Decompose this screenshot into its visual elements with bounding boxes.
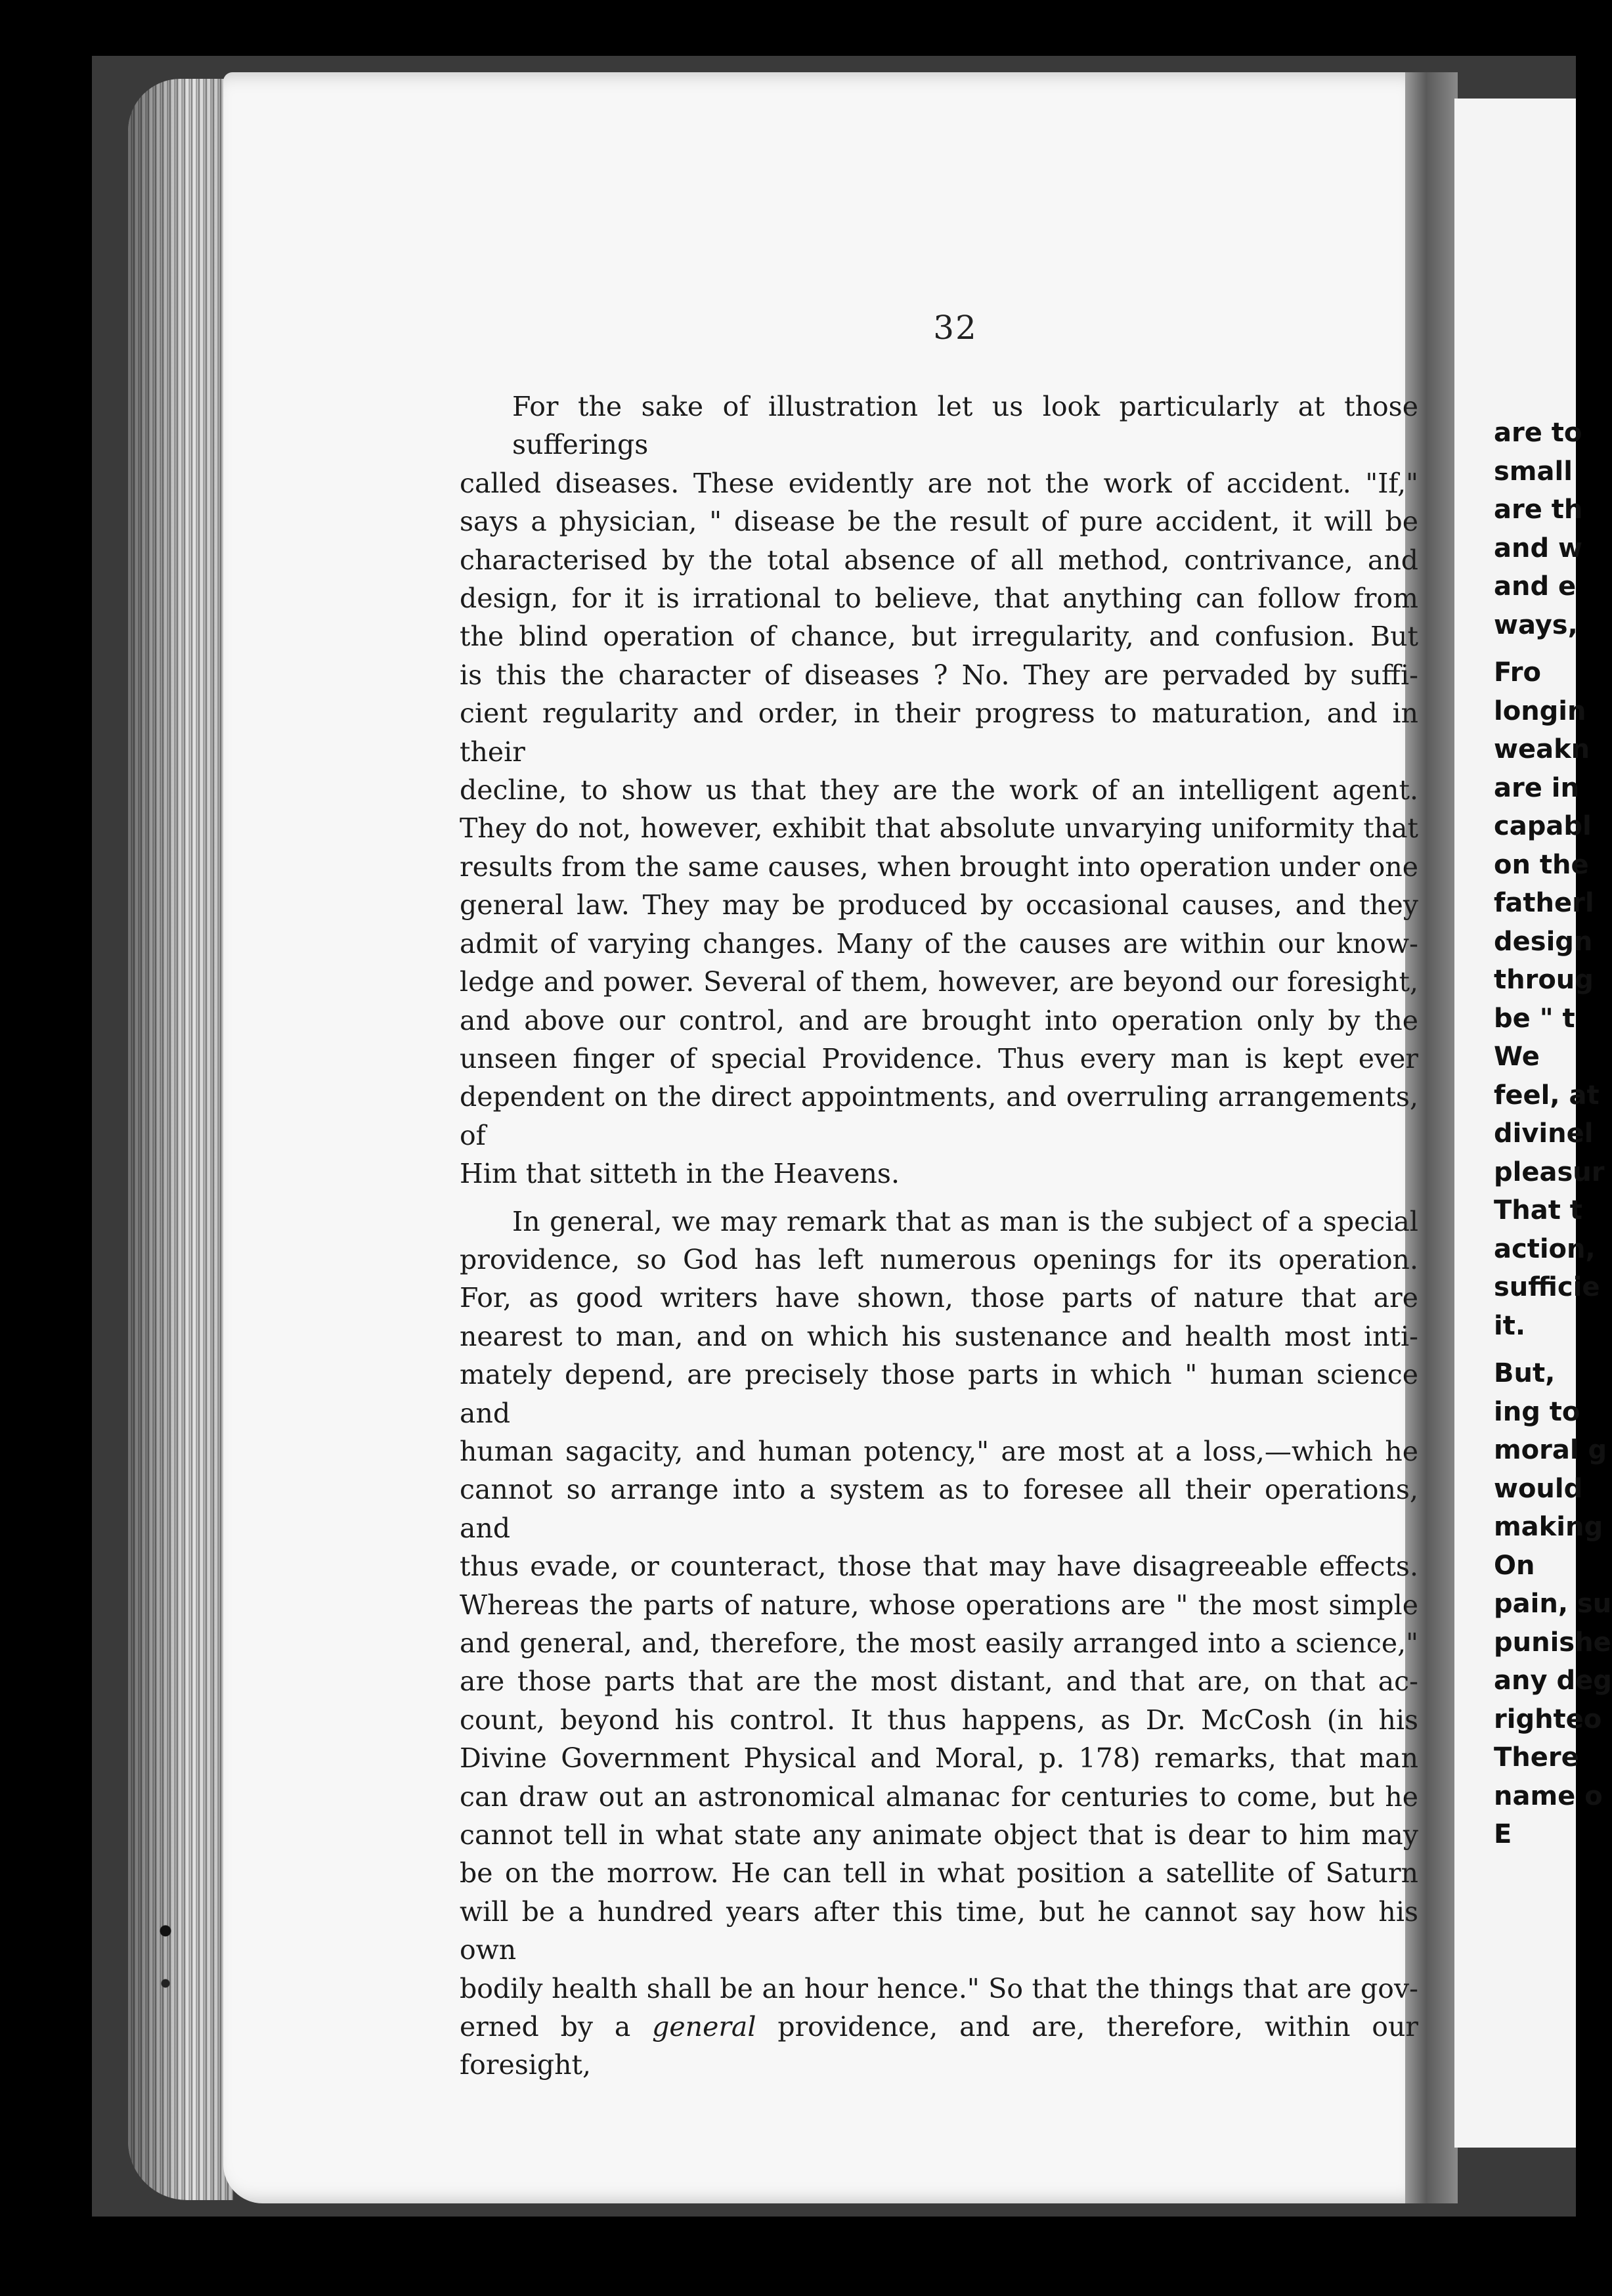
paragraph-gap bbox=[1494, 1345, 1576, 1354]
text-line: will be a hundred years after this time, but he cannot say how his own bbox=[460, 1895, 1418, 1966]
facing-text-line: throug bbox=[1494, 965, 1594, 995]
facing-text-line: are in bbox=[1494, 772, 1579, 803]
facing-text-line: punishe bbox=[1494, 1627, 1611, 1658]
facing-text-line: making bbox=[1494, 1512, 1603, 1542]
paragraph-2 bbox=[460, 1203, 1418, 2085]
page-number: 32 bbox=[933, 309, 978, 347]
text-line: thus evade, or counteract, those that may have disagreeable effects. bbox=[460, 1551, 1418, 1583]
facing-text-line: small bbox=[1494, 456, 1573, 487]
paragraph-1 bbox=[460, 387, 1418, 1193]
book-edge-shadow bbox=[128, 79, 233, 2200]
facing-text-line: it. bbox=[1494, 1310, 1526, 1341]
text-line: called diseases. These evidently are not the work of accident. "If," bbox=[460, 467, 1418, 499]
text-line: admit of varying changes. Many of the causes are within our know- bbox=[460, 927, 1418, 960]
page-body-text bbox=[460, 387, 1418, 2085]
text-line: Whereas the parts of nature, whose operations are " the most simple bbox=[460, 1589, 1418, 1621]
text-line: bodily health shall be an hour hence." So that the things that are gov- bbox=[460, 1972, 1418, 2004]
text-line: count, beyond his control. It thus happens, as Dr. McCosh (in his bbox=[460, 1704, 1418, 1736]
text-line: cannot tell in what state any animate object that is dear to him may bbox=[460, 1819, 1418, 1851]
text-run: erned by a bbox=[460, 2011, 653, 2043]
facing-text-line: action, bbox=[1494, 1233, 1596, 1264]
text-line: says a physician, " disease be the result of pure accident, it will be bbox=[460, 506, 1418, 538]
facing-text-line: moral g bbox=[1494, 1435, 1607, 1465]
text-line: They do not, however, exhibit that absolute unvarying uniformity that bbox=[460, 812, 1418, 845]
emphasis-text: general bbox=[652, 2011, 756, 2043]
text-line: mately depend, are precisely those parts in which " human science and bbox=[460, 1359, 1418, 1429]
facing-text-line: feel, at bbox=[1494, 1080, 1600, 1111]
text-run: providence, and are, therefore, within our foresight, bbox=[460, 2011, 1419, 2081]
text-line: characterised by the total absence of all method, contrivance, and bbox=[460, 544, 1418, 576]
facing-text-line: pain, su bbox=[1494, 1589, 1612, 1619]
facing-text-line: are th bbox=[1494, 495, 1583, 525]
text-line: can draw out an astronomical almanac for centuries to come, but he bbox=[460, 1780, 1418, 1813]
facing-text-line: and w bbox=[1494, 533, 1582, 563]
text-line: For the sake of illustration let us look particularly at those sufferings bbox=[512, 391, 1418, 461]
facing-text-line: On bbox=[1494, 1550, 1535, 1581]
facing-text-line: be " t bbox=[1494, 1003, 1575, 1034]
text-line: are those parts that are the most distant, and that are, on that ac- bbox=[460, 1666, 1418, 1698]
facing-text-line: That t bbox=[1494, 1195, 1582, 1225]
text-line: cannot so arrange into a system as to foresee all their operations, and bbox=[460, 1474, 1418, 1544]
text-line: cient regularity and order, in their progress to maturation, and in their bbox=[460, 697, 1418, 768]
text-line: and above our control, and are brought into operation only by the bbox=[460, 1004, 1418, 1036]
facing-text-line: pleasur bbox=[1494, 1157, 1605, 1187]
text-line: providence, so God has left numerous openings for its operation. bbox=[460, 1243, 1418, 1275]
paragraph-gap bbox=[1494, 644, 1576, 653]
text-line: nearest to man, and on which his sustenance and health most inti- bbox=[460, 1320, 1418, 1352]
facing-text-line: and e bbox=[1494, 571, 1577, 602]
facing-text-line: fatherl bbox=[1494, 888, 1594, 918]
text-line: In general, we may remark that as man is the subject of a special bbox=[512, 1205, 1418, 1237]
text-line: results from the same causes, when brought into operation under one bbox=[460, 850, 1418, 883]
facing-text-line: sufficie bbox=[1494, 1272, 1600, 1302]
facing-text-line: We bbox=[1494, 1042, 1540, 1072]
facing-text-line: ways, bbox=[1494, 609, 1578, 640]
facing-text-line: longin bbox=[1494, 695, 1586, 726]
text-line: general law. They may be produced by occasional causes, and they bbox=[460, 889, 1418, 921]
facing-text-line: any deg bbox=[1494, 1666, 1612, 1696]
facing-text-line: design bbox=[1494, 926, 1593, 957]
text-line: human sagacity, and human potency," are most at a loss,—which he bbox=[460, 1435, 1418, 1467]
scan-specks bbox=[158, 1891, 173, 2023]
facing-text-line: But, bbox=[1494, 1358, 1556, 1388]
facing-text-line: There bbox=[1494, 1742, 1579, 1773]
facing-text-line: E bbox=[1494, 1819, 1512, 1849]
text-line bbox=[460, 2008, 1418, 2085]
text-line: decline, to show us that they are the work of an intelligent agent. bbox=[460, 774, 1418, 806]
text-line: and general, and, therefore, the most easily arranged into a science," bbox=[460, 1627, 1418, 1659]
facing-text-line: weakn bbox=[1494, 734, 1590, 764]
text-line: ledge and power. Several of them, however, are beyond our foresight, bbox=[460, 966, 1418, 998]
facing-text-line: name o bbox=[1494, 1780, 1603, 1811]
facing-text-line: would bbox=[1494, 1473, 1583, 1504]
text-line: Divine Government Physical and Moral, p. 178) remarks, that man bbox=[460, 1742, 1418, 1775]
facing-text-line: capabl bbox=[1494, 811, 1592, 841]
text-line: design, for it is irrational to believe, that anything can follow from bbox=[460, 583, 1418, 615]
text-line: For, as good writers have shown, those parts of nature that are bbox=[460, 1282, 1418, 1314]
text-line: Him that sitteth in the Heavens. bbox=[460, 1158, 900, 1190]
text-line: the blind operation of chance, but irregularity, and confusion. But bbox=[460, 621, 1418, 653]
facing-page-text bbox=[1494, 414, 1612, 1854]
text-line: is this the character of diseases ? No. They are pervaded by suffi- bbox=[460, 659, 1418, 691]
facing-text-line: righteo bbox=[1494, 1704, 1602, 1734]
facing-text-line: divinel bbox=[1494, 1118, 1594, 1149]
text-line: be on the morrow. He can tell in what position a satellite of Saturn bbox=[460, 1857, 1418, 1889]
facing-text-line: ing to bbox=[1494, 1396, 1580, 1427]
facing-text-line: Fro bbox=[1494, 657, 1541, 688]
facing-text-line: are to bbox=[1494, 418, 1582, 448]
facing-text-line: on the bbox=[1494, 849, 1589, 880]
text-line: dependent on the direct appointments, and overruling arrangements, of bbox=[460, 1081, 1418, 1151]
text-line: unseen finger of special Providence. Thus every man is kept ever bbox=[460, 1042, 1418, 1074]
